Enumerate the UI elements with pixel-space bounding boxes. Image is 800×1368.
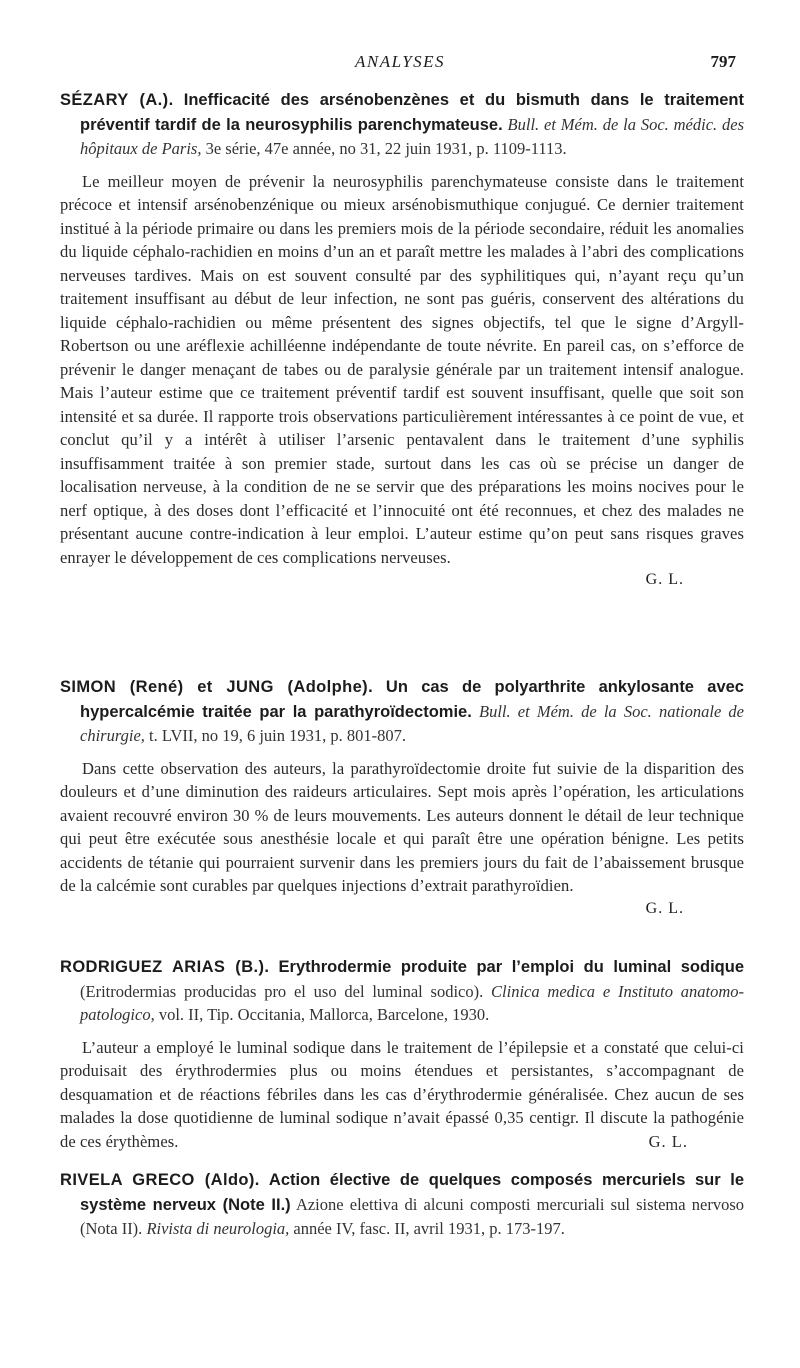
entry-signature: G. L. <box>645 571 684 588</box>
entry-reference: 3e série, 47e année, no 31, 22 juin 1931, p. 1109-1113. <box>205 139 567 158</box>
abstract-entry <box>60 955 744 1153</box>
abstract-entry <box>60 88 744 589</box>
entry-heading <box>60 675 744 748</box>
entry-authors: SÉZARY (A.). <box>60 91 174 109</box>
entry-source: Bull. et Mém. de la Soc. nationale de chirurgie, <box>80 701 745 745</box>
entry-signature: G. L. <box>648 1131 688 1151</box>
entry-source: Clinica medica e Instituto anatomo-patologico, <box>80 981 744 1024</box>
entry-reference: vol. II, Tip. Occitania, Mallorca, Barcelone, 1930. <box>158 1005 490 1024</box>
entry-heading <box>60 955 744 1027</box>
entry-authors: SIMON (René) et JUNG (Adolphe). <box>60 678 374 696</box>
entry-body: Le meilleur moyen de prévenir la neurosyphilis parenchymateuse consiste dans le traitement précoce et intensif arsénobenzénique ou mieux arsénobismuthique conjugué. Ce dernier traitement institué à la période primaire ou dans les premiers mois de la période secondaire, réduit les anomalies du liquide céphalo-rachidien en moins d’un an et paraît mettre les malades à l’abri des complications nerveuses tardives. Mais on est souvent consulté par des syphilitiques qui, n’ayant reçu qu’un traitement insuffisant au début de leur infection, ne sont pas guéris, conservent des altérations du liquide céphalo-rachidien ou même présentent des signes objectifs, tel que le signe d’Argyll-Robertson ou une aréflexie achilléenne indépendante de toute névrite. En pareil cas, on s’efforce de prévenir le danger menaçant de tabes ou de paralysie générale par un traitement intensif analogue. Mais l’auteur estime que ce traitement préventif tardif est souvent insuffisant, quelle que soit son intensité et sa durée. Il rapporte trois observations particulièrement intéressantes à ce point de vue, et conclut qu’il y a intérêt à utiliser l’arsenic pentavalent dans le traitement d’une syphilis insuffisamment traitée à son premier stade, surtout dans les cas où se précise un danger de localisation nerveuse, à la condition de ne se servir que des préparations les moins nocives pour le nerf optique, à des doses dont l’efficacité et l’innocuité ont été reconnues, et chez des malades ne présentant aucune contre-indication à leur emploi. L’auteur estime qu’on peut sans risques graves enrayer le développement de ces complications nerveuses. <box>60 171 744 567</box>
entry-heading <box>60 1168 744 1241</box>
entry-title: Inefficacité des arsénobenzènes et du bismuth dans le traitement préventif tardif de la neurosyphilis parenchymateuse. <box>80 91 745 134</box>
entry-authors: RODRIGUEZ ARIAS (B.). <box>60 958 270 976</box>
entry-title: Erythrodermie produite par l’emploi du luminal sodique <box>278 958 744 976</box>
page-number: 797 <box>710 52 736 71</box>
entry-alt-title: Azione elettiva di alcuni composti mercuriali sul sistema nervoso (Nota II). <box>80 1194 744 1238</box>
running-title: ANALYSES <box>354 52 446 71</box>
abstract-entry <box>60 675 744 918</box>
entry-title: Action élective de quelques composés mercuriels sur le système nerveux (Note II.) <box>80 1171 744 1214</box>
entry-body: Dans cette observation des auteurs, la parathyroïdectomie droite fut suivie de la disparition des douleurs et d’une diminution des raideurs articulaires. Sept mois après l’opération, les articulations avaient recouvré environ 30 % de leurs mouvements. Les auteurs donnent le détail de leur technique qui peut être exécutée sous anesthésie locale et qui paraît être une opération bénigne. Les petits accidents de tétanie qui pourraient survenir dans les premiers jours du fait de l’abaissement brusque de la calcémie sont curables par quelques injections d’extrait parathyroïdien. <box>60 758 744 895</box>
entry-reference: année IV, fasc. II, avril 1931, p. 173-197. <box>293 1219 565 1238</box>
entry-reference: t. LVII, no 19, 6 juin 1931, p. 801-807. <box>149 726 407 745</box>
abstract-entry <box>60 1168 744 1241</box>
entry-body <box>60 1036 744 1154</box>
entry-authors: RIVELA GRECO (Aldo). <box>60 1171 260 1189</box>
entry-heading <box>60 88 744 161</box>
entry-body-text: L’auteur a employé le luminal sodique dans le traitement de l’épilepsie et a constaté que celui-ci produisait des érythrodermies plus ou moins étendues et persistantes, s’accompagnant de desquamation et de réactions fébriles dans les cas d’érythrodermie généralisée. Chez aucun de ses malades la dose quotidienne de luminal sodique n’avait épassé 0,35 centigr. Il discute la pathogénie de ces érythèmes. <box>60 1037 744 1151</box>
entry-source: Bull. et Mém. de la Soc. médic. des hôpitaux de Paris, <box>80 114 744 158</box>
entry-alt-title: (Eritrodermias producidas pro el uso del luminal sodico). <box>80 981 484 1001</box>
entry-source: Rivista di neurologia, <box>146 1219 290 1238</box>
entry-signature: G. L. <box>645 899 684 917</box>
running-header <box>60 52 740 76</box>
entry-title: Un cas de polyarthrite ankylosante avec hypercalcémie traitée par la parathyroïdectomie. <box>80 678 744 721</box>
